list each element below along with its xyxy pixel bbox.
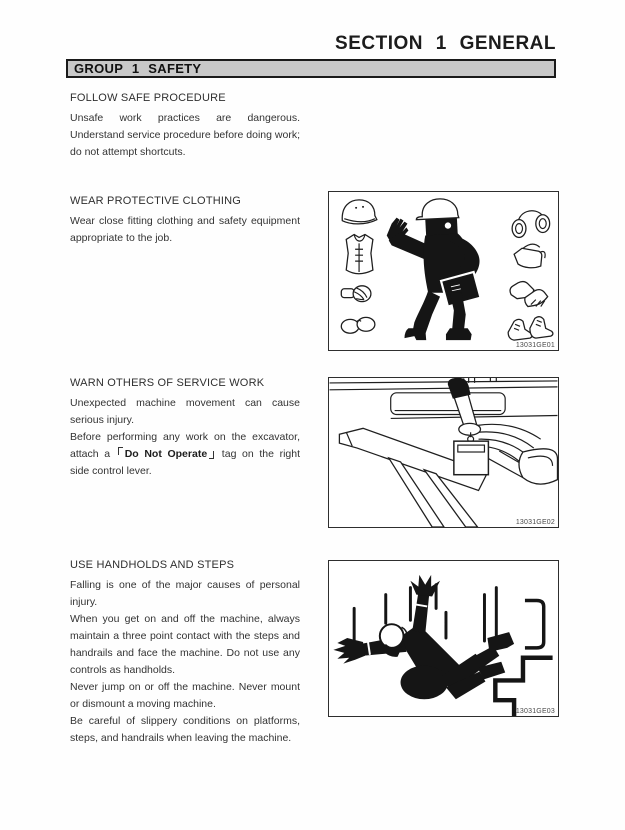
group-title: GROUP 1 SAFETY bbox=[74, 61, 202, 76]
handhold-rail bbox=[525, 600, 544, 647]
figure-code: 13031GE03 bbox=[515, 708, 555, 715]
dust-mask-icon bbox=[514, 244, 545, 268]
figure-protective-clothing bbox=[328, 191, 559, 351]
section-warn-others bbox=[70, 377, 300, 480]
corner-bracket-open-icon bbox=[118, 447, 123, 455]
body-paragraph: When you get on and off the machine, always maintain a three point contact with the steps and handrails and face the machine. Do not use any controls as handholds. bbox=[70, 613, 300, 676]
gloves-icon bbox=[510, 282, 548, 307]
worker-figure bbox=[387, 199, 481, 340]
section-use-handholds bbox=[70, 559, 300, 747]
section-wear-protective-clothing bbox=[70, 195, 300, 247]
safety-boots-icon bbox=[508, 317, 553, 340]
body-paragraph: Unexpected machine movement can cause serious injury. bbox=[70, 397, 300, 426]
falling-from-machine-illustration bbox=[329, 561, 558, 716]
group-title-bar bbox=[66, 59, 556, 78]
section-follow-safe-procedure bbox=[70, 92, 300, 161]
section-heading: WEAR PROTECTIVE CLOTHING bbox=[70, 195, 242, 207]
safety-vest-icon bbox=[346, 234, 373, 273]
ear-muffs-icon bbox=[512, 211, 550, 238]
do-not-operate-tag bbox=[454, 441, 489, 475]
body-paragraph: Before performing any work on the excavator, attach a Do Not Operate tag on the right side control lever. bbox=[70, 431, 301, 477]
do-not-operate-tag-illustration bbox=[329, 378, 558, 527]
body-paragraph: Wear close fitting clothing and safety equipment appropriate to the job. bbox=[70, 215, 300, 244]
page-title: SECTION 1 GENERAL bbox=[335, 33, 556, 54]
falling-person-figure bbox=[333, 575, 514, 699]
body-paragraph: Unsafe work practices are dangerous. Understand service procedure before doing work; do not attempt shortcuts. bbox=[70, 112, 300, 158]
figure-falling-person bbox=[328, 560, 559, 717]
section-heading: WARN OTHERS OF SERVICE WORK bbox=[70, 377, 265, 389]
figure-code: 13031GE01 bbox=[515, 342, 555, 349]
body-paragraph: Falling is one of the major causes of personal injury. bbox=[70, 579, 300, 608]
seat-cushion bbox=[519, 449, 557, 484]
section-heading: FOLLOW SAFE PROCEDURE bbox=[70, 92, 226, 104]
corner-bracket-close-icon bbox=[209, 451, 214, 459]
section-heading: USE HANDHOLDS AND STEPS bbox=[70, 559, 235, 571]
body-paragraph: Be careful of slippery conditions on platforms, steps, and handrails when leaving the machine. bbox=[70, 715, 300, 744]
figure-code: 13031GE02 bbox=[515, 519, 555, 526]
goggles-icon bbox=[341, 317, 375, 333]
do-not-operate-emphasis: Do Not Operate bbox=[124, 448, 208, 460]
ear-plug-icon bbox=[341, 286, 371, 302]
body-paragraph: Never jump on or off the machine. Never mount or dismount a moving machine. bbox=[70, 681, 300, 710]
hard-hat-icon bbox=[342, 200, 377, 224]
figure-do-not-operate-tag bbox=[328, 377, 559, 528]
protective-clothing-illustration bbox=[329, 192, 558, 350]
